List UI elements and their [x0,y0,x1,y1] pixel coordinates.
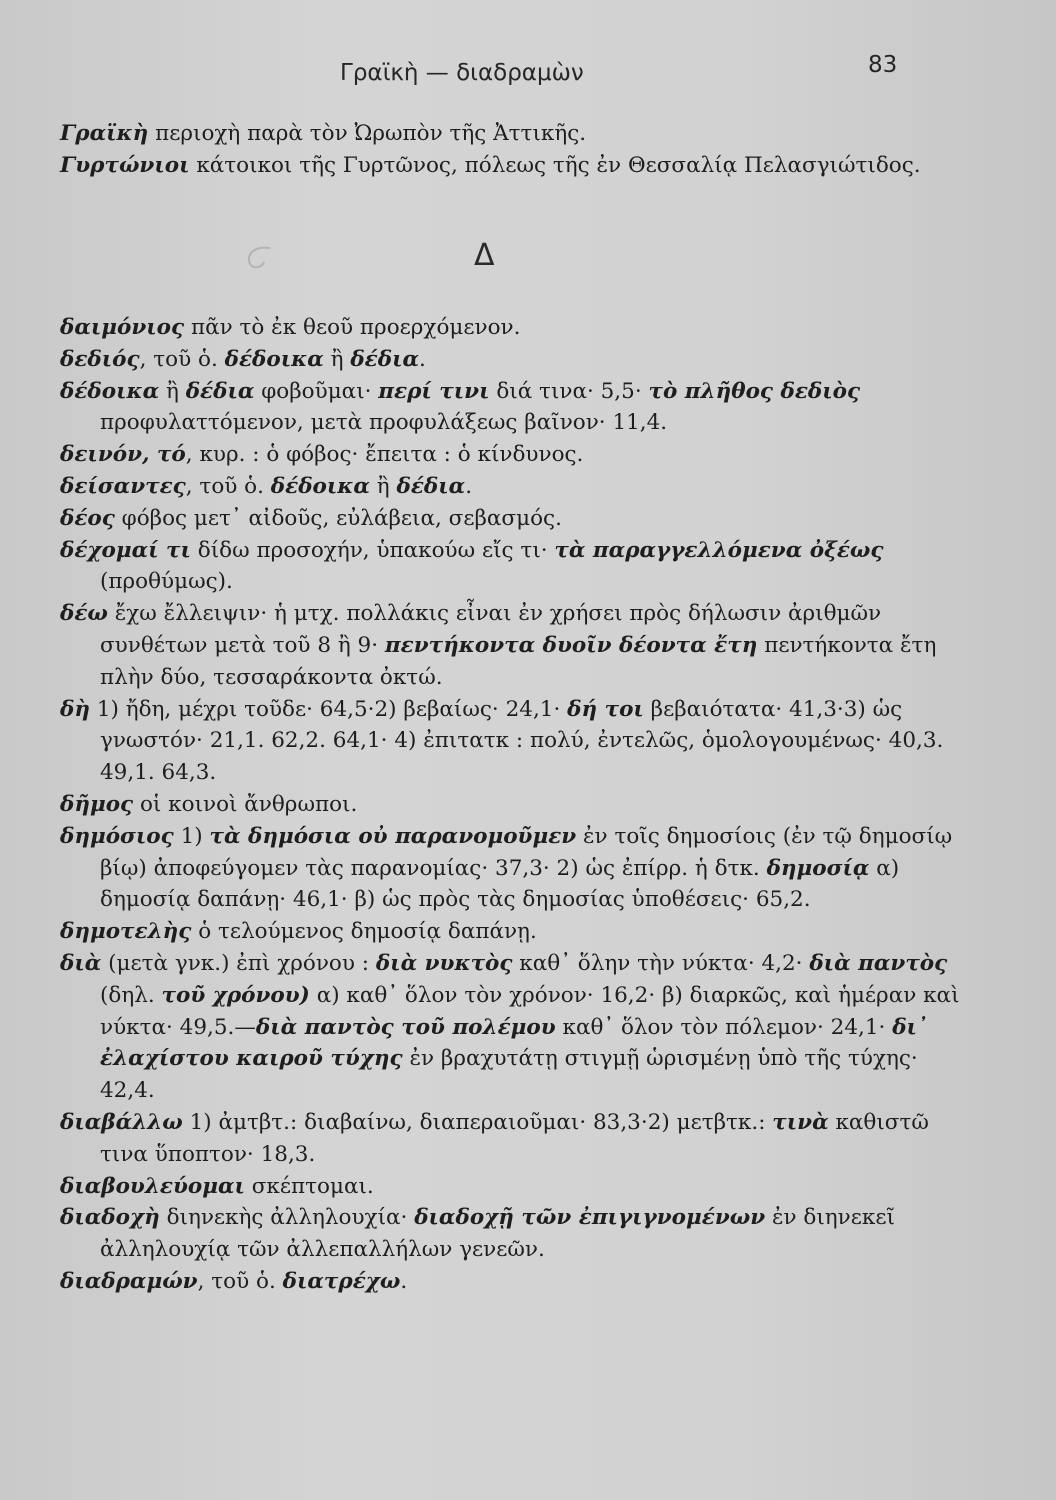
entry-text: ἐν τοῖς δημοσίοις (ἐν τῷ δημοσίῳ βίῳ) ἀποφεύγομεν τὰς παρανομίας· 37,3· 2) ὡς ἐπίρρ. ἡ δτκ. [100,823,953,881]
dictionary-entry [60,344,960,376]
entry-text: φοβοῦμαι· [254,378,379,404]
entry-text: (μετὰ γνκ.) ἐπὶ χρόνου : [101,950,376,976]
phrase-bold-italic: περί τινι [378,378,490,404]
headword: Γραϊκὴ [60,121,149,146]
dictionary-entry [60,439,960,471]
dictionary-entry [60,312,960,344]
headword: διαβουλεύομαι [60,1173,245,1199]
page-number: 83 [868,52,898,78]
phrase-bold-italic: τοῦ χρόνου) [161,982,310,1008]
dictionary-entry [60,376,960,440]
ink-smudge [240,242,280,272]
entry-text: βεβαιότατα· 41,3·3) ὡς γνωστόν· 21,1. 62,2. 64,1· 4) ἐπιτατκ : πολύ, ἐντελῶς, ὁμολογουμένως· 40,3. 49,1. 64,3. [100,696,944,786]
entry-text: (προθύμως). [100,569,233,595]
entry-text: 1) ἀμτβτ.: διαβαίνω, διαπεραιοῦμαι· 83,3·2) μετβτκ.: [182,1109,773,1135]
section-letter: Δ [474,238,495,273]
headword: Γυρτώνιοι [60,152,190,178]
phrase-bold-italic: τὰ παραγγελλόμενα ὀξέως [554,537,884,563]
dictionary-entry [60,503,960,535]
headword: διαβάλλω [60,1109,183,1135]
dictionary-entry [60,789,960,821]
phrase-bold-italic: δέδοικα [270,473,370,499]
entries-top [60,118,960,182]
entry-text: 1) [173,823,210,849]
entry-text: πᾶν τὸ ἐκ θεοῦ προερχόμενον. [184,315,521,340]
entry-text: φόβος μετ᾽ αἰδοῦς, εὐλάβεια, σεβασμός. [114,505,562,531]
headword: δῆμος [60,791,134,817]
dictionary-entry [60,948,960,1107]
headword: δέδοικα [60,378,160,404]
entry-text: διηνεκὴς ἀλληλουχία· [159,1205,415,1231]
phrase-bold-italic: δι᾽ ἐλαχίστου καιροῦ τύχης [100,1014,928,1072]
entries-main [60,312,960,1298]
headword: διὰ [60,950,102,976]
phrase-bold-italic: δέδια [350,346,420,372]
headword: δεδιός [60,346,140,372]
entry-text: , κυρ. : ὁ φόβος· ἔπειτα : ὁ κίνδυνος. [185,442,584,468]
phrase-bold-italic: διὰ παντὸς [809,950,948,976]
headword: δὴ [60,696,90,722]
entry-text: διά τινα· 5,5· [489,378,649,404]
entry-text: 1) ἤδη, μέχρι τοῦδε· 64,5·2) βεβαίως· 24,1· [89,696,568,722]
running-head [0,52,1056,92]
headword: δέος [60,505,115,531]
entry-text: , τοῦ ὁ. [197,1268,283,1294]
dictionary-entry [60,916,960,948]
entry-text: σκέπτομαι. [244,1173,374,1199]
dictionary-entry [60,471,960,503]
phrase-bold-italic: τὸ πλῆθος δεδιὸς [648,378,861,404]
entry-text: ἢ [369,473,397,499]
dictionary-entry [60,150,960,182]
entry-text: περιοχὴ παρὰ τὸν Ὠρωπὸν τῆς Ἀττικῆς. [148,121,587,146]
phrase-bold-italic: διὰ νυκτὸς [375,950,513,976]
phrase-bold-italic: δημοσίᾳ [766,855,870,881]
entry-text: οἱ κοινοὶ ἄνθρωποι. [133,791,358,817]
headword: δείσαντες [60,473,186,499]
phrase-bold-italic: δή τοι [567,696,644,722]
entry-text: ἢ [159,378,186,404]
entry-text: καθ᾽ ὅλην τὴν νύκτα· 4,2· [512,950,810,976]
phrase-bold-italic: διατρέχω [282,1268,401,1294]
entry-text: προφυλαττόμενον, μετὰ προφυλάξεως βαῖνον· 11,4. [100,410,668,436]
phrase-bold-italic: δέδοικα [224,346,324,372]
headword: δαιμόνιος [60,315,185,340]
phrase-bold-italic: διαδοχῇ τῶν ἐπιγιγνομένων [414,1205,766,1231]
entry-text: , τοῦ ὁ. [185,473,271,499]
headword: δέχομαί τι [60,537,191,563]
headword: δέω [60,601,108,627]
headword: διαδοχὴ [60,1205,160,1231]
entry-text: ὁ τελούμενος δημοσίᾳ δαπάνῃ. [191,919,537,945]
entry-text: καθ᾽ ὅλον τὸν πόλεμον· 24,1· [555,1014,893,1040]
phrase-bold-italic: διὰ παντὸς τοῦ πολέμου [255,1014,556,1040]
dictionary-entry [60,598,960,693]
entry-text: ἢ [323,346,351,372]
entry-text: κάτοικοι τῆς Γυρτῶνος, πόλεως τῆς ἐν Θεσσαλίᾳ Πελασγιώτιδος. [189,152,921,178]
phrase-bold-italic: τινὰ [772,1109,829,1135]
running-title: Γραϊκὴ — διαδραμὼν [340,60,584,86]
entry-text: , τοῦ ὁ. [139,346,225,372]
headword: διαδραμών [60,1268,198,1294]
dictionary-entry [60,694,960,789]
phrase-bold-italic: τὰ δημόσια οὐ παρανομοῦμεν [209,823,577,849]
dictionary-entry [60,821,960,916]
entry-text: . [465,473,473,499]
phrase-bold-italic: δέδια [396,473,466,499]
entry-text: (δηλ. [100,982,162,1008]
entry-text: ἐν βραχυτάτῃ στιγμῇ ὡρισμένῃ ὑπὸ τῆς τύχης· 42,4. [100,1046,918,1104]
entry-text: καθιστῶ τινα ὕποπτον· 18,3. [100,1109,929,1167]
headword: δημοτελὴς [60,919,192,945]
dictionary-entry [60,1202,960,1266]
entry-text: . [400,1268,408,1294]
entry-text: δίδω προσοχήν, ὑπακούω εἴς τι· [190,537,555,563]
headword: δεινόν, τό [60,442,186,468]
dictionary-entry [60,1266,960,1298]
dictionary-entry [60,118,960,150]
dictionary-entry [60,1171,960,1203]
entry-text: ἐν διηνεκεῖ ἀλληλουχίᾳ τῶν ἀλλεπαλλήλων γενεῶν. [100,1205,895,1263]
dictionary-entry [60,1107,960,1171]
entry-text: ἔχω ἔλλειψιν· ἡ μτχ. πολλάκις εἶναι ἐν χρήσει πρὸς δήλωσιν ἀριθμῶν συνθέτων μετὰ τοῦ 8 ἢ 9· [100,601,882,658]
dictionary-entry [60,535,960,599]
entry-text: πεντήκοντα ἔτη πλὴν δύο, τεσσαράκοντα ὀκτώ. [100,632,937,690]
entry-text: α) δημοσίᾳ δαπάνῃ· 46,1· β) ὡς πρὸς τὰς δημοσίας ὑποθέσεις· 65,2. [100,855,900,913]
phrase-bold-italic: δέδια [185,378,255,404]
phrase-bold-italic: πεντήκοντα δυοῖν δέοντα ἔτη [384,632,758,658]
entry-text: . [419,346,426,372]
entry-text: α) καθ᾽ ὅλον τὸν χρόνον· 16,2· β) διαρκῶς, καὶ ἡμέραν καὶ νύκτα· 49,5.— [100,982,960,1040]
headword: δημόσιος [60,823,174,849]
